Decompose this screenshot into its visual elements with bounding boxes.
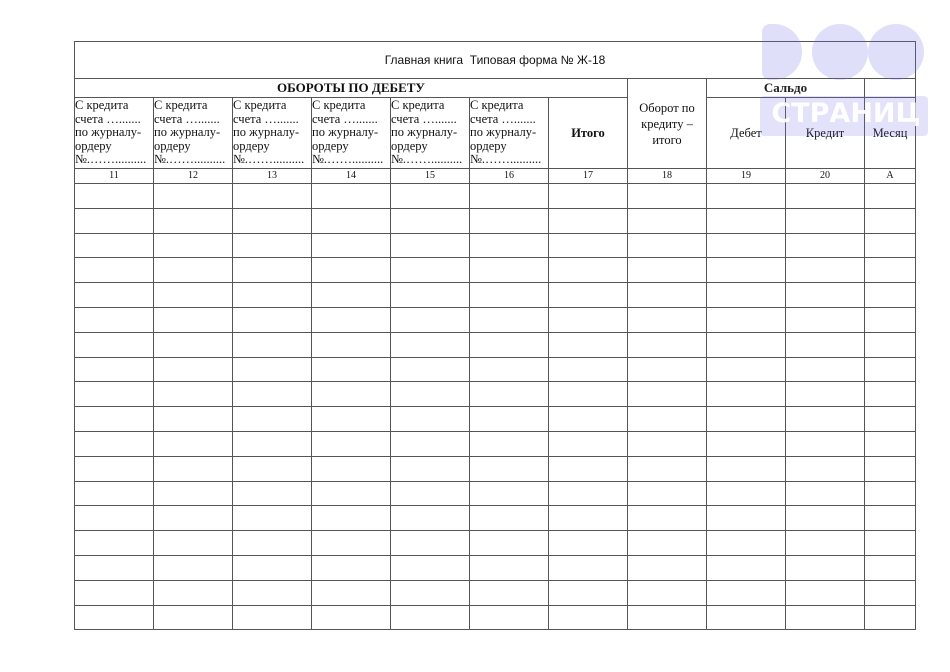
saldo-header: Сальдо <box>707 79 865 98</box>
ledger-entry-cell[interactable] <box>154 580 233 605</box>
ledger-entry-cell[interactable] <box>312 307 391 332</box>
ledger-entry-row <box>75 382 916 407</box>
ledger-entry-cell[interactable] <box>312 555 391 580</box>
watermark-text: СТРАНИЦ <box>771 98 921 129</box>
ledger-entry-cell[interactable] <box>549 332 628 357</box>
ledger-entry-cell[interactable] <box>312 233 391 258</box>
ledger-entry-cell[interactable] <box>391 431 470 456</box>
ledger-entry-cell[interactable] <box>470 283 549 308</box>
ledger-entry-cell[interactable] <box>865 233 916 258</box>
total-header: Итого <box>549 98 628 169</box>
ledger-entry-row <box>75 531 916 556</box>
ledger-entry-cell[interactable] <box>154 456 233 481</box>
ledger-entry-row <box>75 555 916 580</box>
ledger-entry-cell[interactable] <box>233 208 312 233</box>
ledger-entry-cell[interactable] <box>707 184 786 209</box>
ledger-entry-cell[interactable] <box>75 233 154 258</box>
ledger-entry-cell[interactable] <box>865 481 916 506</box>
ledger-entry-cell[interactable] <box>233 184 312 209</box>
ledger-entry-cell[interactable] <box>233 407 312 432</box>
ledger-entry-cell[interactable] <box>154 307 233 332</box>
ledger-entry-cell[interactable] <box>786 456 865 481</box>
ledger-entry-row <box>75 307 916 332</box>
ledger-entry-cell[interactable] <box>312 283 391 308</box>
ledger-entry-cell[interactable] <box>865 307 916 332</box>
ledger-entry-cell[interactable] <box>391 208 470 233</box>
ledger-entry-cell[interactable] <box>312 382 391 407</box>
ledger-entry-cell[interactable] <box>154 357 233 382</box>
ledger-entry-cell[interactable] <box>75 407 154 432</box>
ledger-entry-cell[interactable] <box>75 184 154 209</box>
form-title: Главная книга Типовая форма № Ж-18 <box>75 42 916 79</box>
credit-turnover-header: Оборот по кредиту – итого <box>628 79 707 169</box>
ledger-entry-cell[interactable] <box>470 357 549 382</box>
ledger-entry-cell[interactable] <box>470 307 549 332</box>
ledger-entry-cell[interactable] <box>865 531 916 556</box>
ledger-entry-cell[interactable] <box>707 506 786 531</box>
ledger-entry-cell[interactable] <box>470 233 549 258</box>
ledger-entry-cell[interactable] <box>628 258 707 283</box>
ledger-entry-cell[interactable] <box>391 357 470 382</box>
ledger-entry-cell[interactable] <box>628 357 707 382</box>
column-number: 16 <box>470 169 549 184</box>
ledger-entry-row <box>75 431 916 456</box>
ledger-entry-cell[interactable] <box>233 258 312 283</box>
credit-column-header: С кредита счета …....... по журналу- ордеру №.…….......... <box>154 98 233 169</box>
ledger-entry-cell[interactable] <box>865 184 916 209</box>
ledger-entry-cell[interactable] <box>707 283 786 308</box>
ledger-entry-cell[interactable] <box>75 580 154 605</box>
ledger-entry-cell[interactable] <box>786 605 865 630</box>
column-number: 15 <box>391 169 470 184</box>
ledger-entry-cell[interactable] <box>707 580 786 605</box>
ledger-entry-cell[interactable] <box>391 184 470 209</box>
ledger-entry-row <box>75 456 916 481</box>
ledger-entry-cell[interactable] <box>549 208 628 233</box>
ledger-entry-cell[interactable] <box>628 605 707 630</box>
ledger-entry-cell[interactable] <box>233 531 312 556</box>
ledger-entry-row <box>75 283 916 308</box>
ledger-entry-cell[interactable] <box>154 283 233 308</box>
ledger-entry-cell[interactable] <box>75 332 154 357</box>
ledger-entry-cell[interactable] <box>628 580 707 605</box>
ledger-entry-cell[interactable] <box>786 580 865 605</box>
ledger-entry-row <box>75 184 916 209</box>
ledger-entry-cell[interactable] <box>628 208 707 233</box>
ledger-entry-cell[interactable] <box>549 580 628 605</box>
ledger-entry-cell[interactable] <box>154 506 233 531</box>
ledger-entry-cell[interactable] <box>628 307 707 332</box>
ledger-entry-cell[interactable] <box>549 357 628 382</box>
ledger-entry-cell[interactable] <box>470 382 549 407</box>
ledger-entry-cell[interactable] <box>707 431 786 456</box>
ledger-entry-cell[interactable] <box>391 555 470 580</box>
ledger-entry-cell[interactable] <box>628 407 707 432</box>
column-number: 18 <box>628 169 707 184</box>
ledger-entry-cell[interactable] <box>865 382 916 407</box>
ledger-entry-cell[interactable] <box>312 580 391 605</box>
ledger-entry-cell[interactable] <box>786 407 865 432</box>
ledger-entry-cell[interactable] <box>470 431 549 456</box>
ledger-entry-cell[interactable] <box>470 531 549 556</box>
ledger-entry-cell[interactable] <box>865 605 916 630</box>
ledger-entry-cell[interactable] <box>75 357 154 382</box>
ledger-entry-cell[interactable] <box>786 506 865 531</box>
ledger-entry-cell[interactable] <box>549 283 628 308</box>
ledger-entry-cell[interactable] <box>549 382 628 407</box>
ledger-entry-cell[interactable] <box>707 307 786 332</box>
ledger-entry-cell[interactable] <box>154 431 233 456</box>
column-number: 17 <box>549 169 628 184</box>
ledger-entry-cell[interactable] <box>470 258 549 283</box>
ledger-entry-cell[interactable] <box>628 382 707 407</box>
ledger-entry-row <box>75 258 916 283</box>
ledger-entry-cell[interactable] <box>391 506 470 531</box>
ledger-entry-cell[interactable] <box>75 431 154 456</box>
ledger-entry-row <box>75 357 916 382</box>
ledger-entry-cell[interactable] <box>865 283 916 308</box>
ledger-entry-cell[interactable] <box>75 555 154 580</box>
ledger-entry-row <box>75 332 916 357</box>
ledger-entry-cell[interactable] <box>865 357 916 382</box>
ledger-entry-cell[interactable] <box>865 580 916 605</box>
ledger-sheet <box>74 41 915 629</box>
ledger-entry-cell[interactable] <box>75 258 154 283</box>
column-number: 20 <box>786 169 865 184</box>
ledger-entry-cell[interactable] <box>75 456 154 481</box>
ledger-entry-cell[interactable] <box>865 506 916 531</box>
ledger-entry-cell[interactable] <box>786 481 865 506</box>
ledger-entry-cell[interactable] <box>549 481 628 506</box>
ledger-entry-cell[interactable] <box>786 382 865 407</box>
credit-column-header: С кредита счета …....... по журналу- ордеру №.…….......... <box>312 98 391 169</box>
ledger-entry-cell[interactable] <box>154 382 233 407</box>
ledger-entry-cell[interactable] <box>470 580 549 605</box>
ledger-entry-cell[interactable] <box>628 431 707 456</box>
ledger-entry-cell[interactable] <box>628 506 707 531</box>
column-number: 12 <box>154 169 233 184</box>
ledger-entry-cell[interactable] <box>391 456 470 481</box>
ledger-entry-cell[interactable] <box>154 605 233 630</box>
ledger-entry-cell[interactable] <box>707 481 786 506</box>
ledger-entry-cell[interactable] <box>549 431 628 456</box>
ledger-entry-row <box>75 481 916 506</box>
ledger-entry-cell[interactable] <box>233 332 312 357</box>
ledger-entry-cell[interactable] <box>549 407 628 432</box>
ledger-entry-row <box>75 605 916 630</box>
ledger-entry-cell[interactable] <box>786 283 865 308</box>
column-number: 14 <box>312 169 391 184</box>
ledger-entry-cell[interactable] <box>707 258 786 283</box>
ledger-entry-cell[interactable] <box>707 555 786 580</box>
ledger-entry-cell[interactable] <box>312 407 391 432</box>
ledger-entry-cell[interactable] <box>786 357 865 382</box>
ledger-table <box>74 41 916 630</box>
ledger-entry-cell[interactable] <box>75 481 154 506</box>
ledger-entry-cell[interactable] <box>233 605 312 630</box>
ledger-entry-cell[interactable] <box>391 258 470 283</box>
ledger-entry-cell[interactable] <box>154 531 233 556</box>
ledger-entry-cell[interactable] <box>233 456 312 481</box>
ledger-entry-cell[interactable] <box>75 531 154 556</box>
credit-column-header: С кредита счета …....... по журналу- ордеру №.…….......... <box>470 98 549 169</box>
ledger-entry-cell[interactable] <box>75 283 154 308</box>
month-header: Месяц <box>865 98 916 169</box>
ledger-entry-cell[interactable] <box>470 555 549 580</box>
ledger-entry-cell[interactable] <box>233 506 312 531</box>
ledger-entry-cell[interactable] <box>312 332 391 357</box>
month-header-top <box>865 79 916 98</box>
ledger-entry-cell[interactable] <box>312 357 391 382</box>
ledger-entry-cell[interactable] <box>233 555 312 580</box>
ledger-entry-cell[interactable] <box>707 357 786 382</box>
ledger-entry-cell[interactable] <box>865 431 916 456</box>
ledger-entry-cell[interactable] <box>786 531 865 556</box>
ledger-entry-cell[interactable] <box>786 307 865 332</box>
ledger-entry-cell[interactable] <box>549 456 628 481</box>
ledger-entry-cell[interactable] <box>470 332 549 357</box>
debit-turnover-header: ОБОРОТЫ ПО ДЕБЕТУ <box>75 79 628 98</box>
ledger-entry-cell[interactable] <box>233 283 312 308</box>
ledger-entry-row <box>75 580 916 605</box>
ledger-entry-cell[interactable] <box>707 456 786 481</box>
ledger-entry-row <box>75 407 916 432</box>
ledger-entry-cell[interactable] <box>470 407 549 432</box>
ledger-entry-cell[interactable] <box>391 332 470 357</box>
ledger-entry-cell[interactable] <box>628 332 707 357</box>
ledger-entry-cell[interactable] <box>628 233 707 258</box>
ledger-entry-cell[interactable] <box>233 580 312 605</box>
ledger-entry-cell[interactable] <box>549 307 628 332</box>
ledger-entry-cell[interactable] <box>865 456 916 481</box>
ledger-entry-row <box>75 506 916 531</box>
ledger-entry-cell[interactable] <box>786 208 865 233</box>
ledger-entry-cell[interactable] <box>707 332 786 357</box>
ledger-entry-cell[interactable] <box>233 233 312 258</box>
ledger-entry-cell[interactable] <box>470 456 549 481</box>
ledger-entry-cell[interactable] <box>707 407 786 432</box>
ledger-entry-cell[interactable] <box>865 208 916 233</box>
ledger-entry-cell[interactable] <box>312 184 391 209</box>
ledger-entry-cell[interactable] <box>786 332 865 357</box>
ledger-entry-cell[interactable] <box>154 233 233 258</box>
ledger-entry-cell[interactable] <box>549 258 628 283</box>
ledger-entry-cell[interactable] <box>391 307 470 332</box>
ledger-entry-cell[interactable] <box>470 605 549 630</box>
credit-column-header: С кредита счета …....... по журналу- ордеру №.…….......... <box>391 98 470 169</box>
ledger-entry-cell[interactable] <box>391 407 470 432</box>
ledger-entry-cell[interactable] <box>312 431 391 456</box>
ledger-entry-cell[interactable] <box>628 184 707 209</box>
ledger-entry-cell[interactable] <box>549 531 628 556</box>
ledger-entry-cell[interactable] <box>628 531 707 556</box>
ledger-entry-cell[interactable] <box>786 184 865 209</box>
ledger-entry-cell[interactable] <box>549 506 628 531</box>
ledger-entry-cell[interactable] <box>470 506 549 531</box>
ledger-entry-cell[interactable] <box>75 208 154 233</box>
ledger-entry-cell[interactable] <box>865 555 916 580</box>
ledger-entry-cell[interactable] <box>549 605 628 630</box>
ledger-entry-cell[interactable] <box>865 258 916 283</box>
ledger-entry-cell[interactable] <box>707 531 786 556</box>
ledger-entry-cell[interactable] <box>312 481 391 506</box>
column-number: 19 <box>707 169 786 184</box>
ledger-entry-cell[interactable] <box>312 456 391 481</box>
ledger-entry-row <box>75 208 916 233</box>
ledger-entry-cell[interactable] <box>312 605 391 630</box>
ledger-entry-cell[interactable] <box>707 382 786 407</box>
ledger-entry-cell[interactable] <box>154 555 233 580</box>
ledger-entry-cell[interactable] <box>312 208 391 233</box>
ledger-entry-cell[interactable] <box>470 184 549 209</box>
ledger-entry-cell[interactable] <box>312 506 391 531</box>
column-number-row <box>75 169 916 184</box>
ledger-entry-cell[interactable] <box>628 481 707 506</box>
column-number: А <box>865 169 916 184</box>
ledger-entry-cell[interactable] <box>628 555 707 580</box>
ledger-entry-cell[interactable] <box>628 456 707 481</box>
ledger-entry-cell[interactable] <box>75 506 154 531</box>
ledger-entry-cell[interactable] <box>549 184 628 209</box>
ledger-entry-row <box>75 233 916 258</box>
ledger-entry-cell[interactable] <box>707 208 786 233</box>
ledger-entry-cell[interactable] <box>154 258 233 283</box>
ledger-entry-cell[interactable] <box>786 233 865 258</box>
saldo-credit-header: Кредит <box>786 98 865 169</box>
ledger-entry-cell[interactable] <box>233 431 312 456</box>
ledger-entry-cell[interactable] <box>154 481 233 506</box>
ledger-entry-cell[interactable] <box>786 258 865 283</box>
ledger-entry-cell[interactable] <box>154 208 233 233</box>
column-number: 13 <box>233 169 312 184</box>
ledger-entry-cell[interactable] <box>391 233 470 258</box>
ledger-entry-cell[interactable] <box>312 258 391 283</box>
ledger-entry-cell[interactable] <box>391 580 470 605</box>
ledger-entry-cell[interactable] <box>75 307 154 332</box>
ledger-entry-cell[interactable] <box>865 407 916 432</box>
ledger-entry-cell[interactable] <box>707 605 786 630</box>
credit-column-header: С кредита счета …....... по журналу- ордеру №.…….......... <box>75 98 154 169</box>
ledger-entry-cell[interactable] <box>391 605 470 630</box>
ledger-entry-cell[interactable] <box>154 407 233 432</box>
ledger-entry-cell[interactable] <box>865 332 916 357</box>
ledger-entry-cell[interactable] <box>233 307 312 332</box>
ledger-entry-cell[interactable] <box>470 208 549 233</box>
ledger-entry-cell[interactable] <box>75 382 154 407</box>
ledger-entry-cell[interactable] <box>75 605 154 630</box>
ledger-entry-cell[interactable] <box>786 431 865 456</box>
ledger-entry-cell[interactable] <box>786 555 865 580</box>
ledger-entry-cell[interactable] <box>233 357 312 382</box>
ledger-entry-cell[interactable] <box>233 382 312 407</box>
saldo-debit-header: Дебет <box>707 98 786 169</box>
ledger-entry-cell[interactable] <box>154 184 233 209</box>
column-number: 11 <box>75 169 154 184</box>
ledger-entry-cell[interactable] <box>391 283 470 308</box>
ledger-entry-cell[interactable] <box>549 233 628 258</box>
ledger-entry-cell[interactable] <box>391 481 470 506</box>
ledger-entry-cell[interactable] <box>391 382 470 407</box>
ledger-entry-cell[interactable] <box>470 481 549 506</box>
ledger-entry-cell[interactable] <box>391 531 470 556</box>
ledger-entry-cell[interactable] <box>549 555 628 580</box>
ledger-entry-cell[interactable] <box>628 283 707 308</box>
ledger-entry-cell[interactable] <box>154 332 233 357</box>
ledger-entry-cell[interactable] <box>707 233 786 258</box>
ledger-entry-cell[interactable] <box>312 531 391 556</box>
credit-column-header: С кредита счета …....... по журналу- ордеру №.…….......... <box>233 98 312 169</box>
ledger-entry-cell[interactable] <box>233 481 312 506</box>
